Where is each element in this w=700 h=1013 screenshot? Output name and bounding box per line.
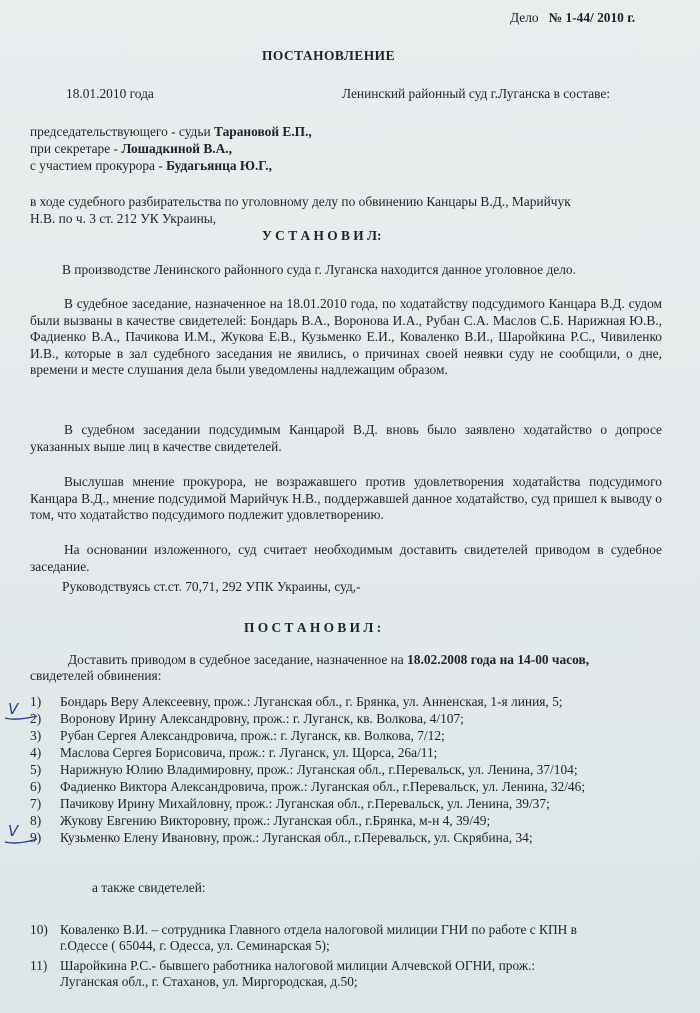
list-item: 1) Бондарь Веру Алексеевну, прож.: Луганская обл., г. Брянка, ул. Анненская, 1-я линия, 5; [30, 694, 563, 709]
handwritten-checkmark: V [8, 700, 19, 718]
list-item: 6) Фадиенко Виктора Александровича, прож.: Луганская обл., г.Перевальск, ул. Ленина, 32/46; [30, 779, 586, 794]
witness-list [30, 694, 670, 846]
list-item: 11) Шаройкина Р.С.- бывшего работника налоговой милиции Алчевской ОГНИ, прож.: [30, 958, 536, 973]
list-item: 9) Кузьменко Елену Ивановну, прож.: Луганская обл., г.Перевальск, ул. Скрябина, 34; [30, 830, 533, 845]
order-line: Доставить приводом в судебное заседание, назначенное на 18.02.2008 года на 14-00 часов, [68, 652, 590, 667]
judge-line: председательствующего - судьи Тарановой Е.П., [30, 124, 312, 139]
paragraph-4: Выслушав мнение прокурора, не возражавшего против удовлетворения ходатайства подсудимого Канцара В.Д., мнение подсудимой Марийчук Н.В., поддержавшей данное ходатайство, суд пришел к выводу о том, что ходатайство подсудимого подлежит удовлетворению. [30, 474, 662, 522]
list-item: 2) Воронову Ирину Александровну, прож.: г. Луганск, кв. Волкова, 4/107; [30, 711, 464, 726]
paragraph-1: В производстве Ленинского районного суда г. Луганска находится данное уголовное дело. [62, 262, 576, 277]
paragraph-5: На основании изложенного, суд считает необходимым доставить свидетелей приводом в судебное заседание. [30, 542, 662, 574]
list-item: 5) Нарижную Юлию Владимировну, прож.: Луганская обл., г.Перевальск, ул. Ленина, 37/104; [30, 762, 578, 777]
court-line: Ленинский районный суд г.Луганска в составе: [342, 86, 611, 101]
handwritten-underline [4, 712, 38, 722]
document-title: ПОСТАНОВЛЕНИЕ [262, 48, 396, 63]
case-intro: в ходе судебного разбирательства по уголовному делу по обвинению Канцары В.Д., Марийчук Н.В. по ч. 3 ст. 212 УК Украины, [30, 194, 571, 226]
document-date: 18.01.2010 года [66, 86, 154, 101]
list-item: 8) Жукову Евгению Викторовну, прож.: Луганская обл., г.Брянка, м-н 4, 39/49; [30, 813, 491, 828]
list-item-continuation: г.Одессе ( 65044, г. Одесса, ул. Семинарская 5); [60, 938, 330, 953]
handwritten-checkmark: V [8, 822, 19, 840]
decided-heading: П О С Т А Н О В И Л : [244, 620, 382, 635]
list-item: 7) Пачикову Ирину Михайловну, прож.: Луганская обл., г.Перевальск, ул. Ленина, 39/37; [30, 796, 550, 811]
established-heading: У С Т А Н О В И Л: [262, 228, 382, 243]
order-suffix: свидетелей обвинения: [30, 668, 162, 683]
paragraph-3: В судебном заседании подсудимым Канцарой В.Д. вновь было заявлено ходатайство о допросе указанных выше лиц в качестве свидетелей. [30, 422, 662, 454]
handwritten-underline [4, 834, 38, 846]
paragraph-2: В судебное заседание, назначенное на 18.01.2010 года, по ходатайству подсудимого Канцара В.Д. судом были вызваны в качестве свидетелей: Бондарь В.А., Воронова И.А., Рубан С.А. Маслов С.Б. Нарижная Ю.В., Фадиенко В.А., Пачикова И.М., Жукова Е.В., Кузьменко Е.И., Коваленко В.И., Шаройкина Р.С., Чивиленко И.В., которые в зал судебного заседания не явились, о причинах своей неявки суду не сообщили, о дне, времени и месте слушания дела были уведомлены надлежащим образом. [30, 296, 663, 377]
prosecutor-line: с участием прокурора - Будагьянца Ю.Г., [30, 158, 273, 173]
list-item: 10) Коваленко В.И. – сотрудника Главного отдела налоговой милиции ГНИ по работе с КПН в [30, 922, 577, 937]
secretary-line: при секретаре - Лошадкиной В.А., [30, 141, 232, 156]
paragraph-6: Руководствуясь ст.ст. 70,71, 292 УПК Украины, суд,- [62, 579, 361, 594]
list-item: 3) Рубан Сергея Александровича, прож.: г. Луганск, кв. Волкова, 7/12; [30, 728, 445, 743]
list-item-continuation: Луганская обл., г. Стаханов, ул. Миргородская, д.50; [60, 974, 358, 989]
case-number: Дело № 1-44/ 2010 г. [510, 10, 636, 25]
list-item: 4) Маслова Сергея Борисовича, прож.: г. Луганск, ул. Щорса, 26а/11; [30, 745, 438, 760]
also-witnesses: а также свидетелей: [92, 880, 206, 895]
